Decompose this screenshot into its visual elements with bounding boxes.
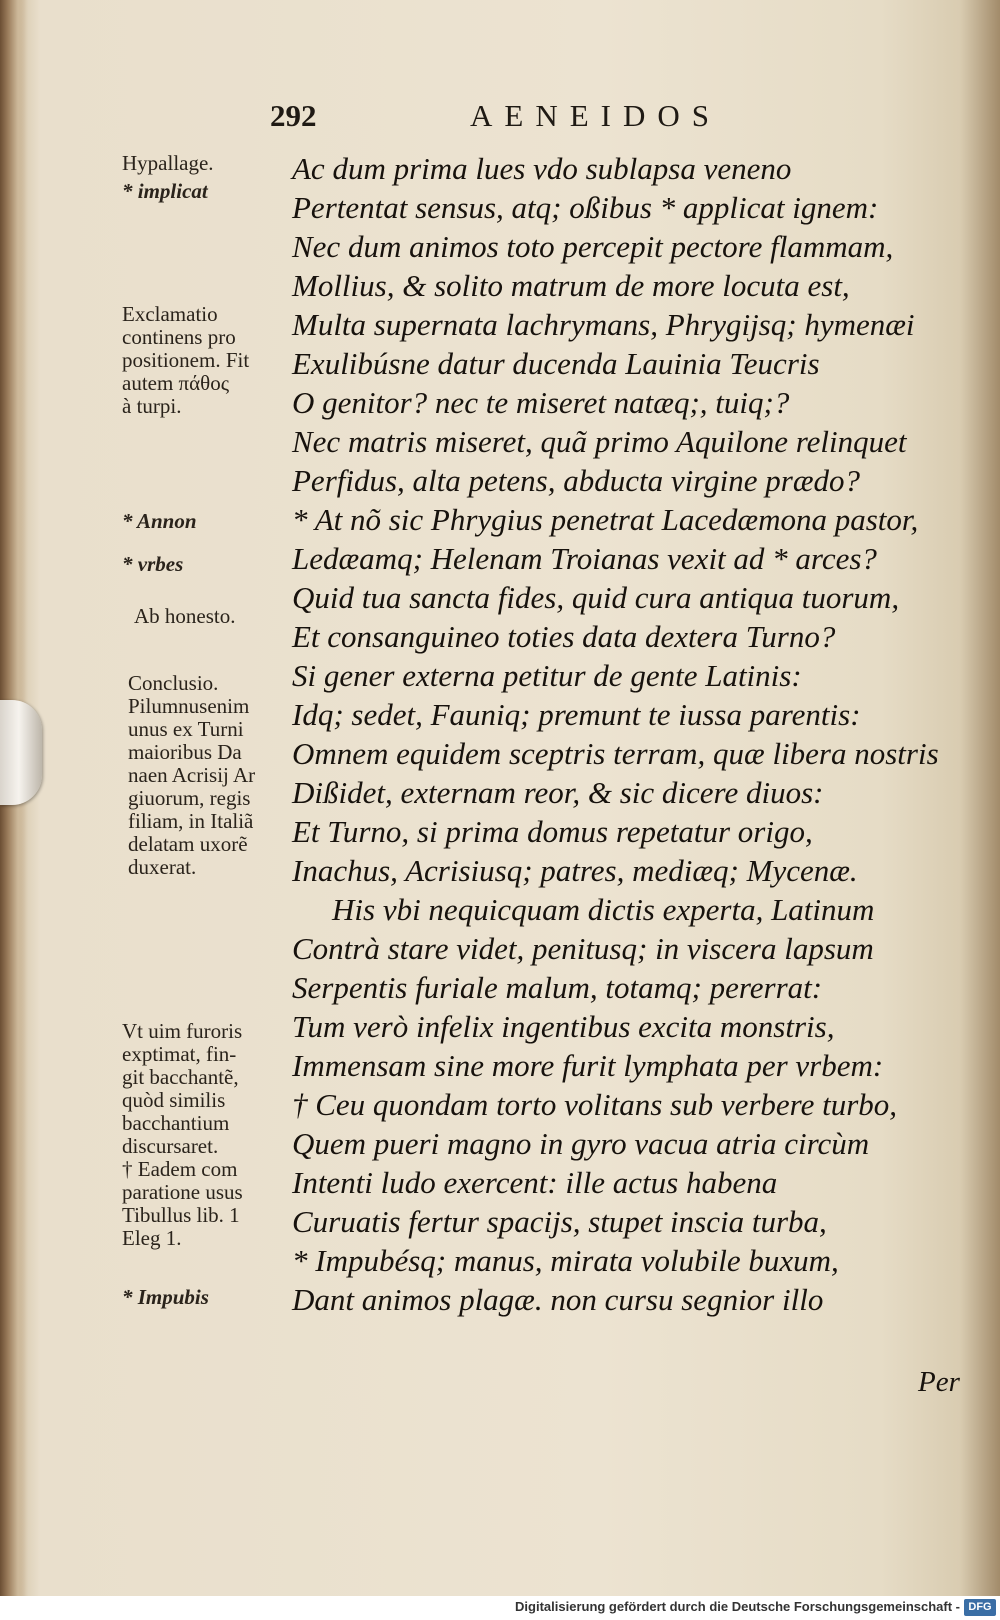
verse-line: Idq; sedet, Fauniq; premunt te iussa parentis: (292, 697, 861, 732)
page-number: 292 (270, 98, 317, 133)
footer-bar (0, 1596, 1000, 1620)
verse-line: * Impubésq; manus, mirata volubile buxum, (292, 1243, 839, 1278)
verse-line: Serpentis furiale malum, totamq; pererrat: (292, 970, 823, 1005)
verse-line: Ledæamq; Helenam Troianas vexit ad * arces? (292, 541, 877, 576)
margin-note: Ab honesto. (134, 604, 236, 628)
margin-note: Conclusio. Pilumnusenim unus ex Turni maioribus Da naen Acrisij Ar giuorum, regis filiam, in Italiã delatam uxorẽ duxerat. (128, 671, 256, 879)
verse-line: Mollius, & solito matrum de more locuta est, (292, 268, 850, 303)
margin-note: * implicat (122, 179, 208, 203)
verse-line: Contrà stare videt, penitusq; in viscera lapsum (292, 931, 874, 966)
verse-line: Dant animos plagæ. non cursu segnior illo (292, 1282, 824, 1317)
margin-note: Hypallage. (122, 151, 214, 175)
verse-line: Ac dum prima lues vdo sublapsa veneno (292, 151, 792, 186)
verse-line: * At nõ sic Phrygius penetrat Lacedæmona pastor, (292, 502, 919, 537)
margin-note: * Impubis (122, 1285, 209, 1309)
verse-line: Nec matris miseret, quã primo Aquilone relinquet (292, 424, 907, 459)
verse-line: Inachus, Acrisiusq; patres, mediæq; Mycenæ. (292, 853, 858, 888)
verse-line: Multa supernata lachrymans, Phrygijsq; hymenæi (292, 307, 915, 342)
verse-line: O genitor? nec te miseret natæq;, tuiq;? (292, 385, 790, 420)
verse-line: Curuatis fertur spacijs, stupet inscia turba, (292, 1204, 827, 1239)
verse-line: † Ceu quondam torto volitans sub verbere turbo, (292, 1087, 898, 1122)
verse-line: Quem pueri magno in gyro vacua atria circùm (292, 1126, 870, 1161)
margin-note: * Annon (122, 509, 197, 533)
verse-line: Nec dum animos toto percepit pectore flammam, (292, 229, 894, 264)
verse-line: Quid tua sancta fides, quid cura antiqua tuorum, (292, 580, 900, 615)
catchword: Per (918, 1366, 960, 1398)
margin-note: Exclamatio continens pro positionem. Fit autem πάθος à turpi. (122, 302, 250, 418)
verse-line: Intenti ludo exercent: ille actus habena (292, 1165, 778, 1200)
verse-line: His vbi nequicquam dictis experta, Latinum (332, 892, 875, 927)
book-clasp (0, 700, 42, 805)
verse-line: Pertentat sensus, atq; oßibus * applicat ignem: (292, 190, 879, 225)
verse-line: Et Turno, si prima domus repetatur origo, (292, 814, 813, 849)
verse-line: Exulibúsne datur ducenda Lauinia Teucris (292, 346, 820, 381)
verse-line: Dißidet, externam reor, & sic dicere diuos: (292, 775, 824, 810)
verse-line: Omnem equidem sceptris terram, quæ libera nostris (292, 736, 939, 771)
dfg-logo: DFG (964, 1599, 996, 1616)
running-title: AENEIDOS (470, 98, 721, 133)
margin-note: Vt uim furoris exptimat, fin- git bacchantẽ, quòd similis bacchantium discursaret. † Eadem com paratione usus Tibullus lib. 1 Eleg 1. (122, 1019, 243, 1250)
verse-line: Et consanguineo toties data dextera Turno? (292, 619, 836, 654)
verse-line: Si gener externa petitur de gente Latinis: (292, 658, 802, 693)
funding-credit: Digitalisierung gefördert durch die Deutsche Forschungsgemeinschaft - (515, 1599, 960, 1614)
verse-line: Immensam sine more furit lymphata per vrbem: (292, 1048, 884, 1083)
verse-line: Perfidus, alta petens, abducta virgine prædo? (292, 463, 860, 498)
margin-note: * vrbes (122, 552, 184, 576)
verse-line: Tum verò infelix ingentibus excita monstris, (292, 1009, 835, 1044)
page-header (270, 98, 790, 138)
